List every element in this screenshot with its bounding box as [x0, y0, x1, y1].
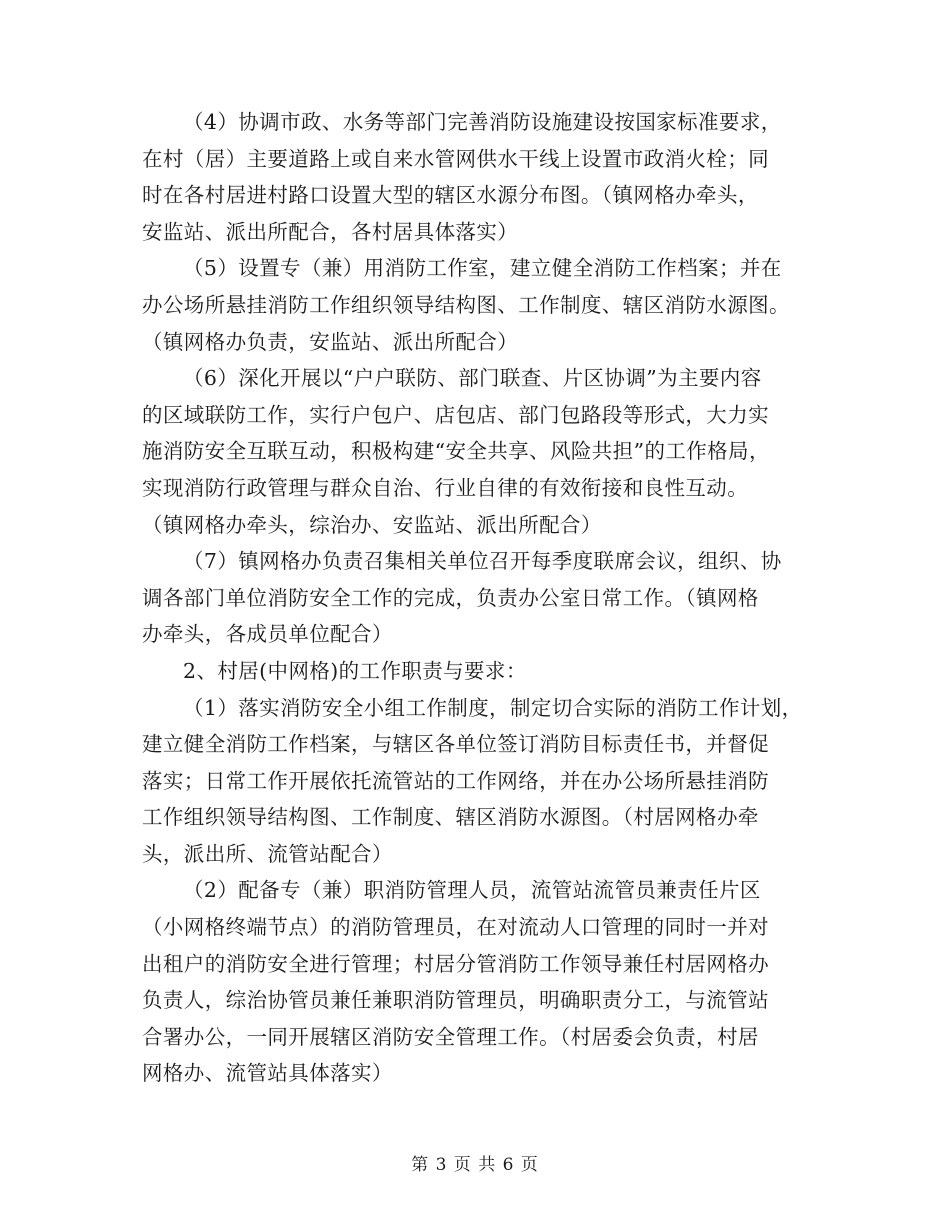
text-line: 办公场所悬挂消防工作组织领导结构图、工作制度、辖区消防水源图。	[142, 292, 790, 317]
text-line: 在村（居）主要道路上或自来水管网供水干线上设置市政消火栓；同	[142, 146, 769, 171]
text-line: （小网格终端节点）的消防管理员，在对流动人口管理的同时一并对	[142, 915, 769, 940]
text-line: 调各部门单位消防安全工作的完成，负责办公室日常工作。（镇网格	[142, 585, 759, 610]
text-line: 建立健全消防工作档案，与辖区各单位签订消防目标责任书，并督促	[142, 732, 769, 757]
text-line: 的区域联防工作，实行户包户、店包店、部门包路段等形式，大力实	[142, 402, 769, 427]
text-line: 实现消防行政管理与群众自治、行业自律的有效衔接和良性互动。	[142, 475, 749, 500]
text-line: 时在各村居进村路口设置大型的辖区水源分布图。（镇网格办牵头，	[142, 183, 759, 208]
text-line: 工作组织领导结构图、工作制度、辖区消防水源图。（村居网格办牵	[142, 805, 759, 830]
text-line: 办牵头，各成员单位配合）	[142, 622, 393, 647]
document-body	[142, 104, 822, 1092]
text-line: （镇网格办负责，安监站、派出所配合）	[142, 329, 519, 354]
text-line: 网格办、流管站具体落实）	[142, 1061, 393, 1086]
text-line: （2）配备专（兼）职消防管理人员，流管站流管员兼责任片区	[183, 878, 761, 903]
text-line: 头，派出所、流管站配合）	[142, 841, 393, 866]
text-line: （6）深化开展以“户户联防、部门联查、片区协调”为主要内容	[183, 366, 762, 391]
text-line: （7）镇网格办负责召集相关单位召开每季度联席会议，组织、协	[183, 549, 782, 574]
text-line: 2、村居(中网格)的工作职责与要求：	[183, 658, 527, 683]
text-line: （1）落实消防安全小组工作制度，制定切合实际的消防工作计划，	[183, 695, 803, 720]
text-line: （4）协调市政、水务等部门完善消防设施建设按国家标准要求，	[183, 110, 782, 134]
text-line: （镇网格办牵头，综治办、安监站、派出所配合）	[142, 512, 602, 537]
page-footer: 第 3 页 共 6 页	[411, 1155, 539, 1175]
text-line: 合署办公，一同开展辖区消防安全管理工作。（村居委会负责，村居	[142, 1024, 759, 1049]
text-line: 出租户的消防安全进行管理；村居分管消防工作领导兼任村居网格办	[142, 951, 769, 976]
text-line: 负责人，综治协管员兼任兼职消防管理员，明确职责分工，与流管站	[142, 988, 769, 1013]
text-line: 施消防安全互联互动，积极构建“安全共享、风险共担”的工作格局，	[142, 439, 770, 464]
text-line: （5）设置专（兼）用消防工作室，建立健全消防工作档案；并在	[183, 256, 782, 281]
text-line: 安监站、派出所配合，各村居具体落实）	[142, 219, 519, 244]
text-line: 落实；日常工作开展依托流管站的工作网络，并在办公场所悬挂消防	[142, 768, 769, 793]
